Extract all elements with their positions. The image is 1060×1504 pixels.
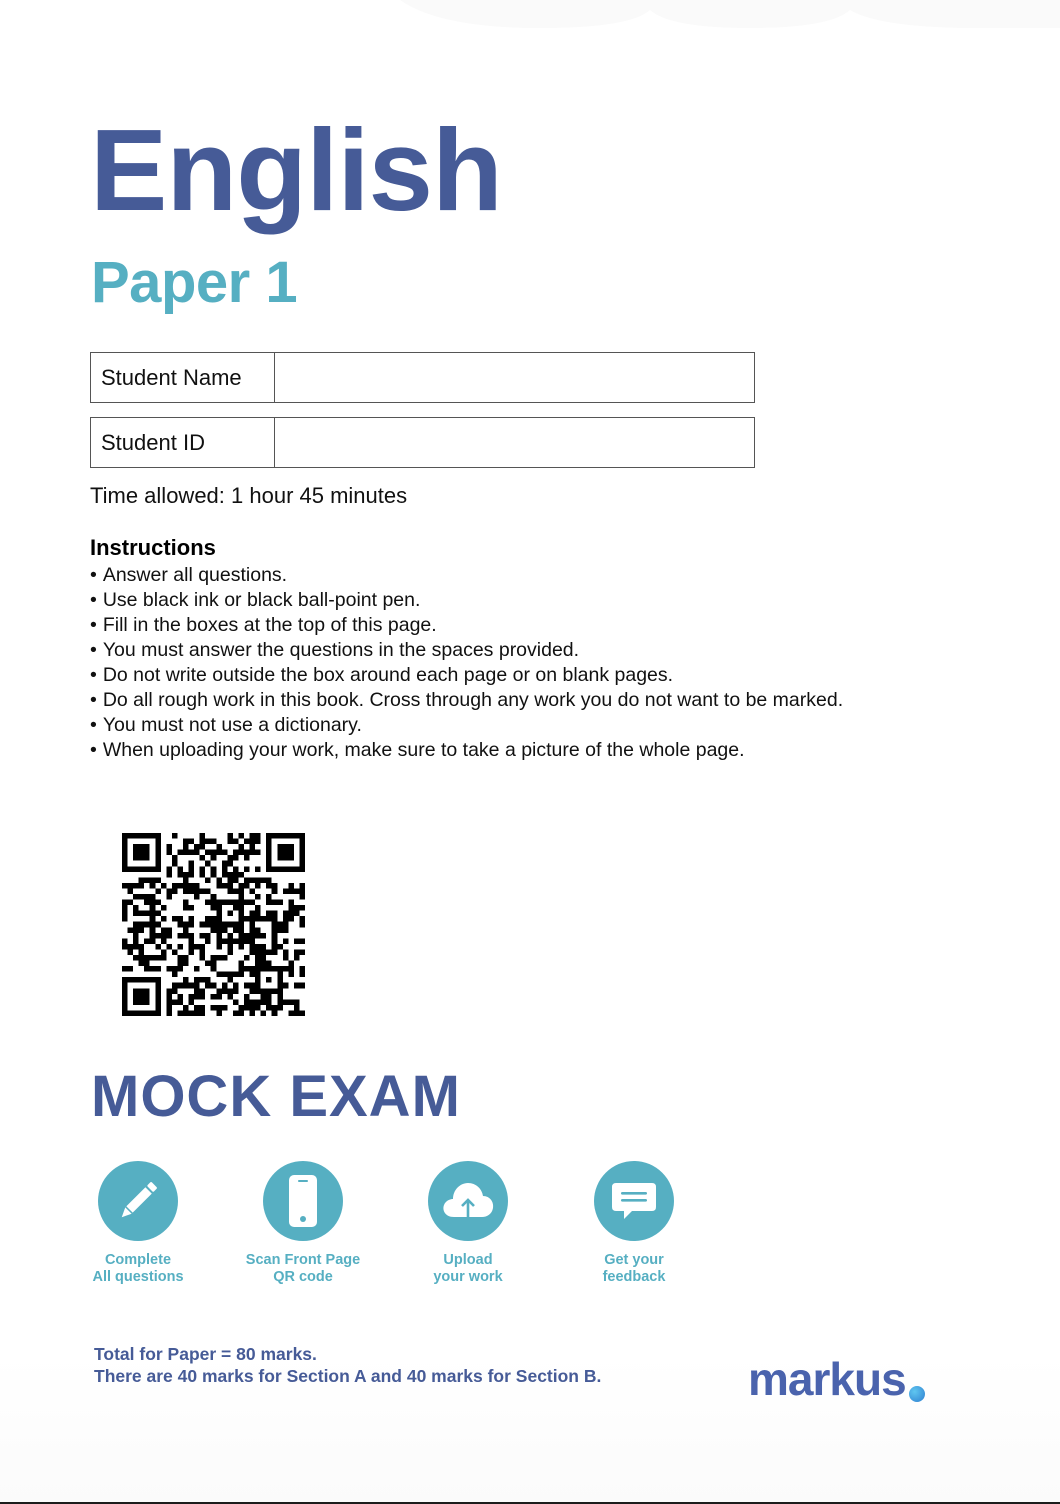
step-label-line: All questions (92, 1269, 184, 1285)
step-label (223, 1252, 383, 1286)
cloud-upload-icon (428, 1161, 508, 1241)
markus-logo (748, 1353, 925, 1405)
student-name-field[interactable] (275, 353, 754, 402)
instruction-item: • Do all rough work in this book. Cross through any work you do not want to be marked. (90, 688, 843, 713)
step-label-line: Get your (604, 1252, 664, 1268)
instructions-list (90, 563, 843, 763)
step-label (388, 1252, 548, 1286)
instruction-item: • You must not use a dictionary. (90, 713, 843, 738)
total-marks: Total for Paper = 80 marks. (94, 1344, 317, 1364)
instruction-item: • Answer all questions. (90, 563, 843, 588)
step-label-line: feedback (602, 1269, 666, 1285)
step-label-line: Complete (104, 1252, 172, 1268)
instruction-item: • Use black ink or black ball-point pen. (90, 588, 843, 613)
logo-text: markus (748, 1353, 906, 1405)
step-label-line: QR code (273, 1269, 333, 1285)
step-label (554, 1252, 714, 1286)
student-id-field[interactable] (275, 418, 754, 467)
instruction-item: • When uploading your work, make sure to take a picture of the whole page. (90, 738, 843, 763)
step-upload (388, 1161, 548, 1286)
instruction-item: • Fill in the boxes at the top of this page. (90, 613, 843, 638)
paper-subtitle: Paper 1 (91, 250, 298, 315)
decorative-wave (400, 0, 1060, 30)
section-marks: There are 40 marks for Section A and 40 marks for Section B. (94, 1366, 602, 1386)
student-id-row (90, 417, 755, 468)
chat-bubble-icon (594, 1161, 674, 1241)
step-feedback (554, 1161, 714, 1286)
time-allowed: Time allowed: 1 hour 45 minutes (90, 483, 408, 508)
phone-icon (263, 1161, 343, 1241)
student-id-label: Student ID (91, 418, 275, 467)
instructions-heading: Instructions (90, 535, 216, 560)
logo-dot-icon (909, 1386, 925, 1402)
step-label (58, 1252, 218, 1286)
step-label-line: Upload (443, 1252, 493, 1268)
student-name-row (90, 352, 755, 403)
instruction-item: • Do not write outside the box around each page or on blank pages. (90, 663, 843, 688)
mock-exam-banner: MOCK EXAM (91, 1064, 461, 1129)
instruction-item: • You must answer the questions in the spaces provided. (90, 638, 843, 663)
qr-code-icon (122, 833, 305, 1016)
step-complete (58, 1161, 218, 1286)
step-label-line: Scan Front Page (245, 1252, 361, 1268)
subject-title: English (90, 105, 502, 235)
pencil-icon (98, 1161, 178, 1241)
step-scan (223, 1161, 383, 1286)
step-label-line: your work (433, 1269, 503, 1285)
student-name-label: Student Name (91, 353, 275, 402)
marks-summary (94, 1343, 601, 1387)
